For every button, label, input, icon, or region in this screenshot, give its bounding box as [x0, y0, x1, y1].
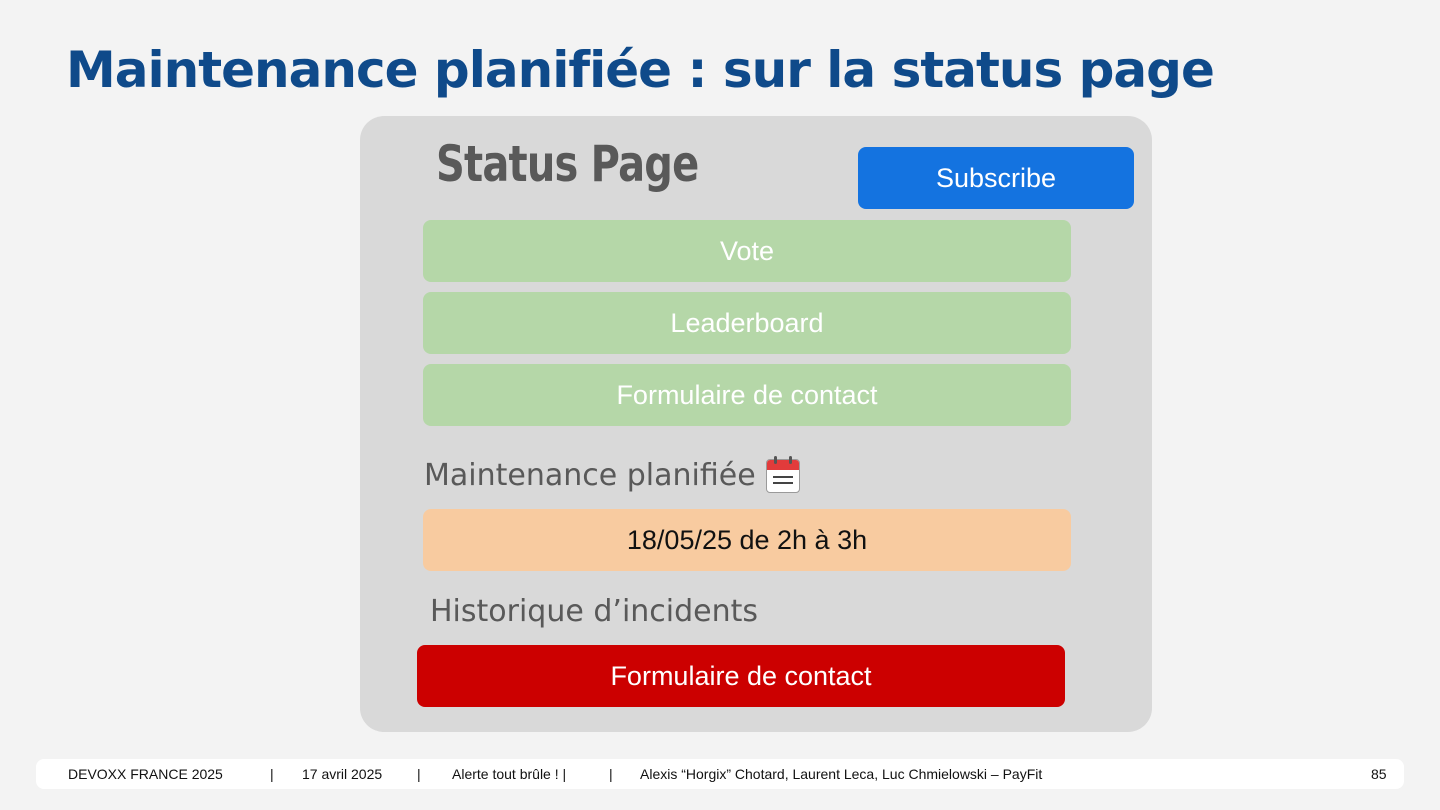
service-contact-form-button[interactable]: Formulaire de contact [423, 364, 1071, 426]
footer-event: DEVOXX FRANCE 2025 [68, 766, 223, 782]
footer-talk-title: Alerte tout brûle ! | [452, 766, 567, 782]
subscribe-button[interactable]: Subscribe [858, 147, 1134, 209]
slide-footer [36, 759, 1404, 789]
footer-separator: | [417, 766, 421, 782]
incident-contact-form-button[interactable]: Formulaire de contact [417, 645, 1065, 707]
page-number: 85 [1371, 766, 1387, 782]
incident-history-heading: Historique d’incidents [430, 594, 759, 629]
maintenance-heading [424, 458, 800, 494]
maintenance-entry: 18/05/25 de 2h à 3h [423, 509, 1071, 571]
status-page-heading: Status Page [436, 135, 699, 193]
footer-speakers: Alexis “Horgix” Chotard, Laurent Leca, Luc Chmielowski – PayFit [640, 766, 1043, 782]
footer-separator: | [270, 766, 274, 782]
calendar-icon [766, 459, 800, 493]
footer-separator: | [609, 766, 613, 782]
service-vote-button[interactable]: Vote [423, 220, 1071, 282]
slide-title: Maintenance planifiée : sur la status page [66, 41, 1214, 99]
maintenance-heading-label: Maintenance planifiée [424, 458, 756, 493]
footer-date: 17 avril 2025 [302, 766, 383, 782]
service-leaderboard-button[interactable]: Leaderboard [423, 292, 1071, 354]
